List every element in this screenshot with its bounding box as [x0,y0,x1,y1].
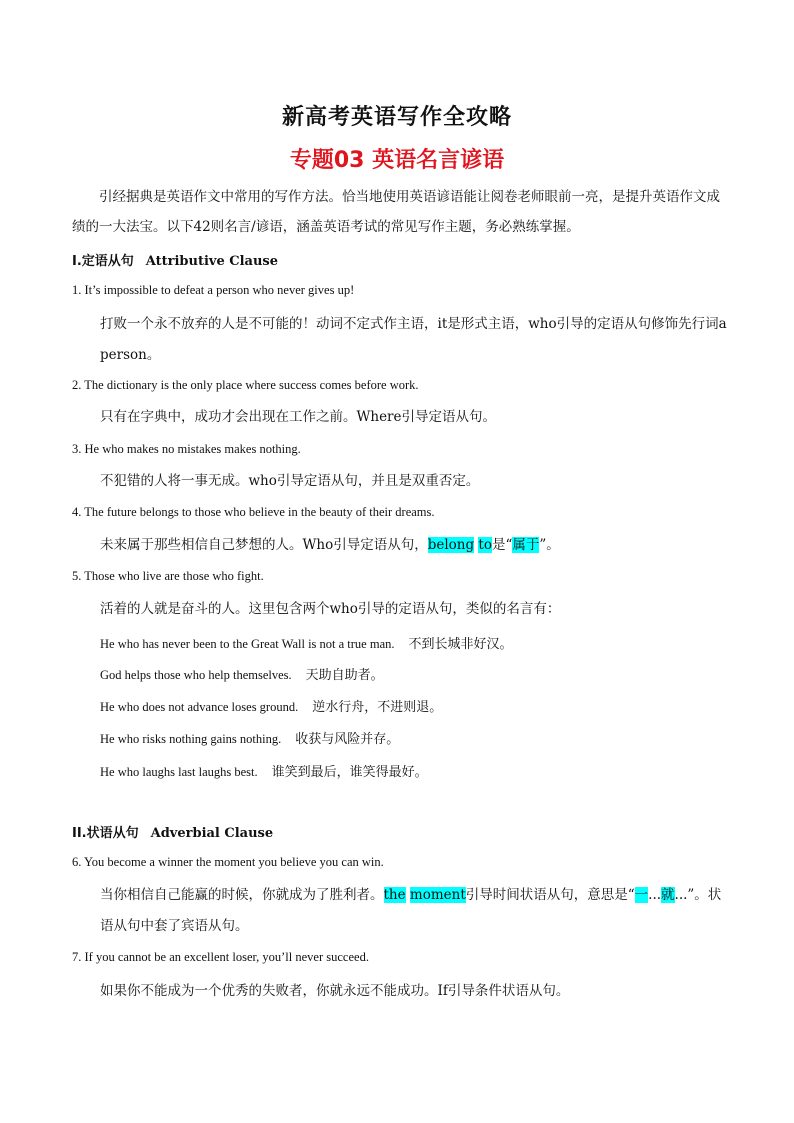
example-english: He who laughs last laughs best. [100,765,258,779]
example-line [100,761,428,780]
quote-5-english: 5. Those who live are those who fight. [72,569,264,583]
section-heading-en: Attributive Clause [145,254,279,269]
text-segment: 未来属于那些相信自己梦想的人。Who引导定语从句， [100,537,428,553]
text-segment: ”。 [539,537,560,553]
example-chinese: 不到长城非好汉。 [408,637,513,652]
example-english: God helps those who help themselves. [100,668,292,682]
quote-4-explanation [100,530,728,561]
highlight-belong-to-cn: 属于 [512,537,540,553]
quote-4-english: 4. The future belongs to those who believe in the beauty of their dreams. [72,505,435,519]
example-english: He who risks nothing gains nothing. [100,732,282,746]
quote-7-explanation: 如果你不能成为一个优秀的失败者，你就永远不能成功。If引导条件状语从句。 [100,983,570,999]
quote-6-explanation [100,880,728,942]
example-line [100,696,442,715]
text-segment: 当你相信自己能赢的时候，你就成为了胜利者。 [100,887,384,903]
example-english: He who has never been to the Great Wall is not a true man. [100,637,395,651]
highlight-belong: belong [427,537,475,553]
intro-paragraph: 引经据典是英语作文中常用的写作方法。恰当地使用英语谚语能让阅卷老师眼前一亮，是提升英语作文成绩的一大法宝。以下42则名言/谚语，涵盖英语考试的常见写作主题，务必熟练掌握。 [72,189,720,235]
example-chinese: 天助自助者。 [305,668,384,683]
section-heading-cn: II.状语从句 [72,826,139,841]
highlight-jiu: 就 [661,887,675,903]
text-segment: 是“ [491,537,513,553]
quote-2-english: 2. The dictionary is the only place where success comes before work. [72,378,419,392]
quote-7-english: 7. If you cannot be an excellent loser, you’ll never succeed. [72,950,369,964]
highlight-the: the [383,887,406,903]
quote-3-explanation: 不犯错的人将一事无成。who引导定语从句，并且是双重否定。 [100,473,480,489]
text-segment: ... [648,887,662,903]
text-segment: ...”。状语从句中套了宾语从句。 [100,887,722,934]
example-line [100,728,399,747]
quote-2-explanation: 只有在字典中，成功才会出现在工作之前。Where引导定语从句。 [100,409,497,425]
document-title: 新高考英语写作全攻略 [281,105,512,130]
section-heading-en: Adverbial Clause [150,826,274,841]
example-chinese: 谁笑到最后，谁笑得最好。 [271,765,428,780]
quote-1-english: 1. It’s impossible to defeat a person who never gives up! [72,283,355,297]
example-chinese: 收获与风险并存。 [295,732,400,747]
text-segment: 引导时间状语从句，意思是“ [465,887,635,903]
section-heading-cn: I.定语从句 [72,254,134,269]
document-subtitle: 专题03 英语名言谚语 [289,148,505,173]
quote-1-explanation: 打败一个永不放弃的人是不可能的！动词不定式作主语，it是形式主语，who引导的定语从句修饰先行词a person。 [100,316,727,363]
highlight-to: to [478,537,492,553]
highlight-yi: 一 [634,887,649,903]
example-english: He who does not advance loses ground. [100,700,299,714]
section-heading-adverbial [72,822,273,841]
section-heading-attributive [72,250,278,269]
quote-6-english: 6. You become a winner the moment you believe you can win. [72,855,384,869]
example-chinese: 逆水行舟，不进则退。 [312,700,443,715]
quote-5-explanation: 活着的人就是奋斗的人。这里包含两个who引导的定语从句，类似的名言有： [100,601,561,617]
quote-3-english: 3. He who makes no mistakes makes nothing. [72,442,301,456]
example-line [100,633,513,652]
highlight-moment: moment [409,887,466,903]
example-line [100,664,384,683]
